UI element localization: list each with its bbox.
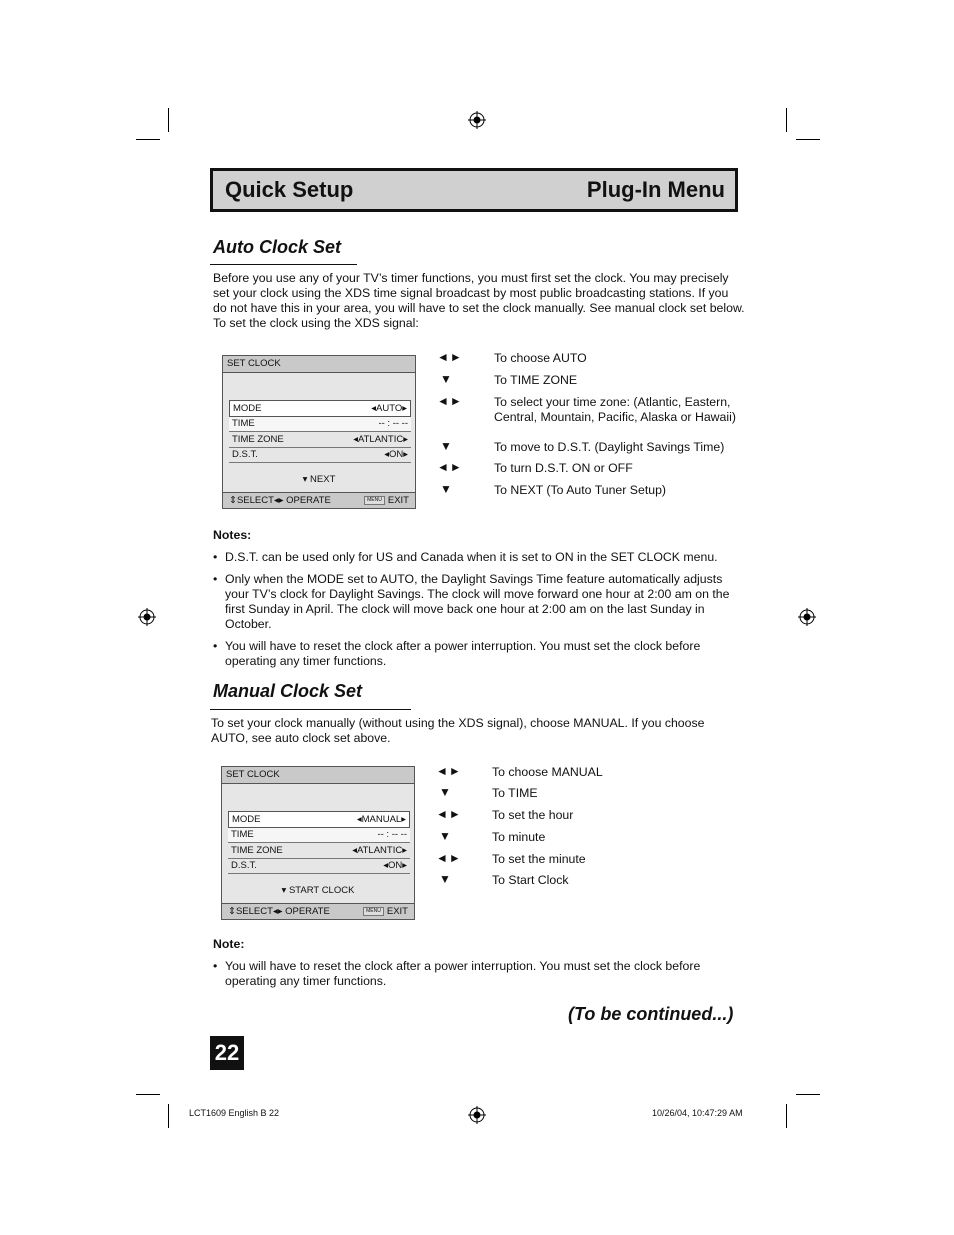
registration-mark-icon [798, 608, 816, 626]
crop-mark [786, 108, 787, 132]
menu-next: ▾ START CLOCK [281, 885, 355, 896]
row-value: -- : -- -- [377, 829, 407, 841]
menu-next: ▾ NEXT [302, 474, 336, 485]
left-right-arrow-icon: ◄► [437, 350, 463, 364]
crop-mark [136, 139, 160, 140]
down-arrow-icon: ▼ [439, 785, 452, 799]
registration-mark-icon [468, 111, 486, 129]
step-text: To Start Clock [492, 873, 569, 887]
step-text: To turn D.S.T. ON or OFF [494, 461, 633, 475]
crop-mark [796, 139, 820, 140]
left-right-icon: ◂▸ [272, 906, 283, 917]
registration-mark-icon [138, 608, 156, 626]
menu-row-time [229, 417, 411, 433]
registration-mark-icon [468, 1106, 486, 1124]
step-text: To select your time zone: (Atlantic, Eastern, Central, Mountain, Pacific, Alaska or Hawaii) [494, 395, 736, 424]
row-value: -- : -- -- [378, 418, 408, 430]
menu-footer: ⇕SELECT◂▸ OPERATE MENU EXIT [222, 903, 414, 919]
down-arrow-icon: ▼ [439, 872, 452, 886]
row-label: TIME ZONE [231, 844, 283, 856]
menu-footer: ⇕SELECT◂▸ OPERATE MENU EXIT [223, 492, 415, 508]
left-right-arrow-icon: ◄► [437, 460, 463, 474]
left-right-icon: ◂▸ [273, 495, 284, 506]
crop-mark [796, 1094, 820, 1095]
notes-heading: Note: [213, 937, 245, 951]
step-text: To choose MANUAL [492, 765, 603, 779]
step-text: To move to D.S.T. (Daylight Savings Time) [494, 440, 725, 454]
menu-row-time-zone [228, 843, 410, 859]
note-item: • D.S.T. can be used only for US and Canada when it is set to ON in the SET CLOCK menu. [213, 550, 718, 564]
crop-mark [168, 108, 169, 132]
note-item: • Only when the MODE set to AUTO, the Daylight Savings Time feature automatically adjusts your TV’s clock for Daylight Savings. The clock will move forward one hour at 2:00 am on the first Sunday in April. The clock will move back one hour at 2:00 am on the last Sunday in October. [213, 572, 730, 631]
footer-left: LCT1609 English B 22 [189, 1108, 280, 1118]
note-item: • You will have to reset the clock after a power interruption. You must set the clock before operating any timer functions. [213, 639, 701, 668]
row-label: TIME ZONE [232, 433, 284, 445]
row-label: MODE [233, 402, 262, 414]
step-text: To TIME [492, 786, 538, 800]
header-title-left: Quick Setup [225, 177, 354, 202]
up-down-icon: ⇕ [228, 906, 236, 917]
down-arrow-icon: ▼ [440, 372, 453, 386]
notes-heading: Notes: [213, 528, 252, 542]
left-right-arrow-icon: ◄► [437, 394, 463, 408]
menu-row-time-zone [229, 432, 411, 448]
menu-title: SET CLOCK [223, 356, 415, 373]
auto-intro: Before you use any of your TV’s timer functions, you must first set the clock. You may precisely set your clock using the XDS time signal broadcast by most public broadcasting stations. If you do not have this in your area, you will have to set the clock manually. See manual clock set below. To set the clock using the XDS signal: [213, 271, 745, 330]
section-rule [210, 264, 357, 265]
left-right-arrow-icon: ◄► [436, 807, 462, 821]
row-label: D.S.T. [232, 449, 258, 461]
row-value: ◂ON▸ [384, 449, 408, 461]
row-label: MODE [232, 813, 261, 825]
section-title-manual: Manual Clock Set [213, 681, 363, 701]
step-text: To choose AUTO [494, 351, 587, 365]
manual-intro: To set your clock manually (without using the XDS signal), choose MANUAL. If you choose AUTO, see auto clock set above. [211, 716, 705, 745]
step-text: To NEXT (To Auto Tuner Setup) [494, 483, 667, 497]
section-title-auto: Auto Clock Set [213, 237, 342, 257]
menu-key-icon: MENU [364, 496, 385, 505]
up-down-icon: ⇕ [229, 495, 237, 506]
step-text: To TIME ZONE [494, 373, 578, 387]
row-value: ◂ON▸ [383, 860, 407, 872]
menu-row-time [228, 828, 410, 844]
crop-mark [786, 1104, 787, 1128]
row-label: D.S.T. [231, 860, 257, 872]
down-arrow-icon: ▼ [440, 439, 453, 453]
row-label: TIME [232, 418, 255, 430]
to-be-continued: (To be continued...) [568, 1004, 734, 1024]
step-text: To set the hour [492, 808, 574, 822]
page-header [210, 168, 738, 212]
menu-row-dst [228, 859, 410, 875]
row-value: ◂AUTO▸ [371, 402, 407, 414]
crop-mark [136, 1094, 160, 1095]
row-value: ◂ATLANTIC▸ [352, 844, 407, 856]
menu-row-mode [229, 400, 411, 417]
header-title-right: Plug-In Menu [586, 177, 725, 202]
crop-mark [168, 1104, 169, 1128]
down-arrow-icon: ▼ [440, 482, 453, 496]
section-rule [210, 709, 411, 710]
menu-key-icon: MENU [363, 907, 384, 916]
footer-right: 10/26/04, 10:47:29 AM [652, 1108, 743, 1118]
down-arrow-icon: ▼ [439, 829, 452, 843]
menu-title: SET CLOCK [222, 767, 414, 784]
row-label: TIME [231, 829, 254, 841]
note-item: • You will have to reset the clock after a power interruption. You must set the clock before operating any timer functions. [213, 959, 701, 988]
row-value: ◂ATLANTIC▸ [353, 433, 408, 445]
page-number: 22 [210, 1036, 244, 1070]
left-right-arrow-icon: ◄► [436, 851, 462, 865]
menu-row-mode [228, 811, 410, 828]
set-clock-menu-auto [222, 355, 416, 509]
menu-row-dst [229, 448, 411, 464]
step-text: To minute [492, 830, 546, 844]
left-right-arrow-icon: ◄► [436, 764, 462, 778]
step-text: To set the minute [492, 852, 586, 866]
set-clock-menu-manual [221, 766, 415, 920]
row-value: ◂MANUAL▸ [356, 813, 406, 825]
